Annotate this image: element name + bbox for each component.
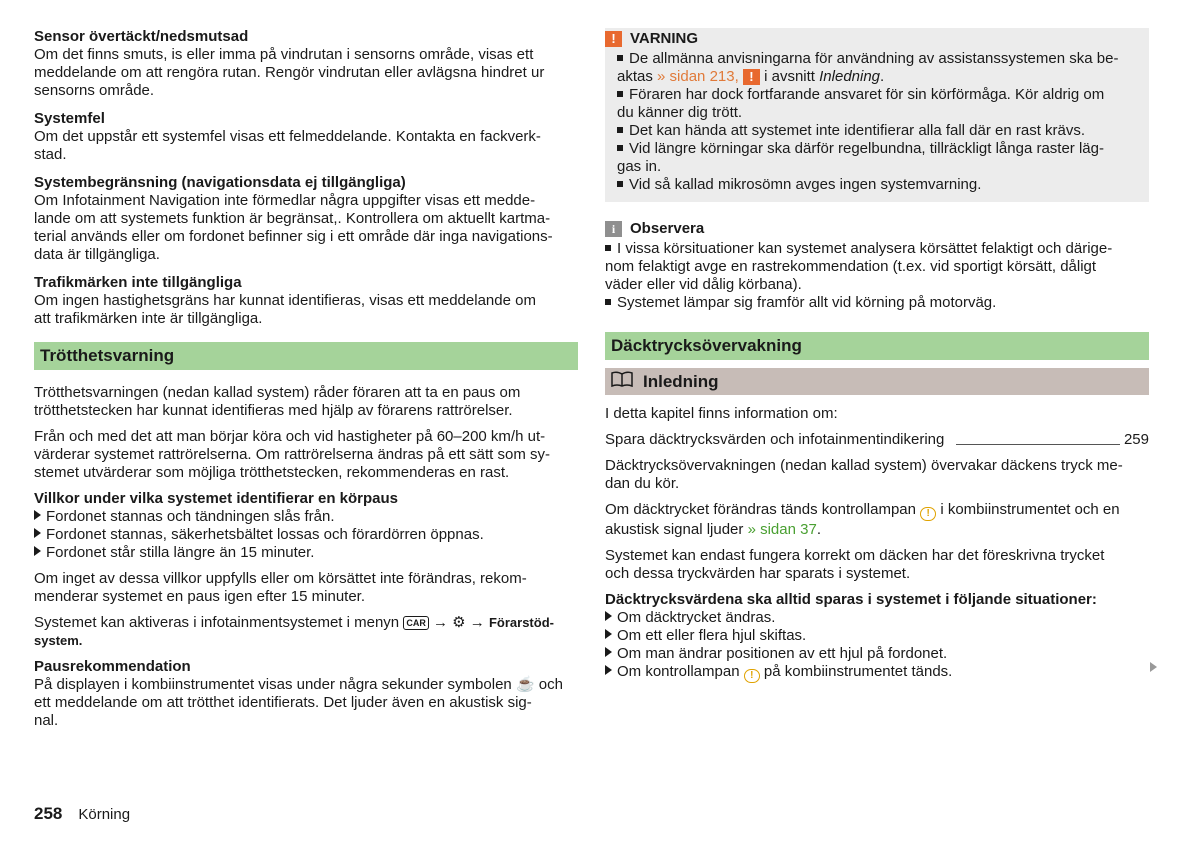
tire-pressure-lamp-icon: !: [744, 669, 760, 683]
inledning-label: Inledning: [643, 371, 719, 391]
text-span: Vid längre körningar ska därför regelbundna, tillräckligt långa raster läg-: [629, 140, 1104, 157]
text-span: Systemet lämpar sig framför allt vid körning på motorväg.: [617, 294, 997, 311]
systemfel-title: Systemfel: [34, 110, 105, 127]
trotthet-heading: Trötthetsvarning: [34, 342, 578, 370]
inledning-heading: [605, 368, 1149, 395]
list-item: [617, 122, 1139, 140]
warning-icon: !: [605, 31, 622, 47]
coffee-cup-icon: ☕: [515, 676, 535, 693]
text-line: och dessa tryckvärden har sparats i systemet.: [605, 565, 911, 582]
list-item-text: Om kontrollampan: [617, 663, 740, 680]
right-column: [605, 28, 1149, 683]
list-item-text: Fordonet stannas och tändningen slås från.: [46, 508, 335, 525]
text-line: väder eller vid dålig körbana).: [605, 276, 802, 293]
sensor-title: Sensor övertäckt/nedsmutsad: [34, 28, 249, 45]
continue-arrow-icon: [1150, 662, 1157, 672]
left-column: [34, 28, 578, 738]
paus-title: Pausrekommendation: [34, 658, 191, 675]
menu-path-label: system.: [34, 633, 83, 648]
text-span: i kombiinstrumentet och en: [940, 501, 1120, 518]
text-span: .: [880, 68, 885, 85]
square-bullet-icon: [617, 145, 623, 151]
arrow-bullet-icon: [605, 665, 612, 675]
spara-section: [605, 591, 1149, 683]
arrow-bullet-icon: [34, 528, 41, 538]
text-span: I vissa körsituationer kan systemet analysera körsättet felaktigt och därige-: [617, 240, 1113, 257]
arrow-bullet-icon: [605, 611, 612, 621]
toc-leader-line: [956, 444, 1120, 445]
square-bullet-icon: [617, 91, 623, 97]
list-item: [617, 86, 1139, 104]
note-header: [605, 220, 1149, 238]
page-reference-link[interactable]: » sidan 37: [747, 521, 817, 538]
trotthet-paragraph: [34, 384, 578, 420]
warning-label: VARNING: [630, 30, 699, 47]
arrow-bullet-icon: [34, 510, 41, 520]
text-span: På displayen i kombiinstrumentet visas under några sekunder symbolen: [34, 676, 512, 693]
text-span: i avsnitt: [764, 68, 815, 85]
text-span: De allmänna anvisningarna för användning av assistanssystemen ska be-: [629, 50, 1119, 67]
text-span: Föraren har dock fortfarande ansvaret för sin körförmåga. Kör aldrig om: [629, 86, 1105, 103]
aktivering-paragraph: [34, 614, 578, 650]
systembegr-line: lande om att systemets funktion är begränsat,. Kontrollera om aktuellt kartma-: [34, 210, 551, 227]
text-line: stemet utvärderar som möjliga trötthetstecken, rekommenderas en rast.: [34, 464, 510, 481]
sensor-line: meddelande om att rengöra rutan. Rengör vindrutan eller avlägsna hindret ur: [34, 64, 545, 81]
list-item: [605, 663, 1149, 683]
warning-box: [605, 28, 1149, 202]
menu-path-label: Förarstöd-: [488, 615, 554, 630]
list-item: [617, 50, 1139, 68]
list-item: [617, 176, 1139, 194]
text-line: Om inget av dessa villkor uppfylls eller om körsättet inte förändras, rekom-: [34, 570, 527, 587]
text-line: du känner dig trött.: [617, 104, 743, 121]
spara-title: Däcktrycksvärdena ska alltid sparas i systemet i följande situationer:: [605, 591, 1097, 608]
text-span: akustisk signal ljuder: [605, 521, 744, 538]
note-label: Observera: [630, 220, 705, 237]
text-line: Från och med det att man börjar köra och vid hastigheter på 60–200 km/h ut-: [34, 428, 546, 445]
trotthet-paragraph: [34, 428, 578, 482]
warning-body: [605, 50, 1139, 194]
text-span: .: [816, 521, 821, 538]
arrow-icon: →: [433, 614, 448, 631]
list-item: [617, 140, 1139, 158]
square-bullet-icon: [617, 55, 623, 61]
list-item: [605, 645, 1149, 663]
trafik-line: att trafikmärken inte är tillgängliga.: [34, 310, 263, 327]
list-item-text: Fordonet står stilla längre än 15 minuter.: [46, 544, 315, 561]
text-span: Inledning: [819, 68, 881, 85]
page-number: 258: [34, 804, 63, 823]
sensor-section: [34, 28, 578, 100]
page-footer: [34, 805, 130, 824]
text-span: och: [538, 676, 563, 693]
text-line: [605, 501, 1149, 521]
text-line: trötthetstecken har kunnat identifieras med hjälp av förarens rattrörelser.: [34, 402, 513, 419]
list-item: [605, 240, 1149, 258]
text-line: [34, 614, 578, 632]
villkor-paragraph: [34, 570, 578, 606]
text-line: menderar systemet en paus igen efter 15 minuter.: [34, 588, 366, 605]
info-icon: i: [605, 221, 622, 237]
dacktryck-heading: Däcktrycksövervakning: [605, 332, 1149, 360]
villkor-title: Villkor under vilka systemet identifierar en körpaus: [34, 490, 399, 507]
settings-icon: ⚙: [452, 614, 466, 631]
text-line: värderar systemet rattrörelserna. Om rattrörelserna ändras på ett sätt som sy-: [34, 446, 551, 463]
arrow-bullet-icon: [605, 647, 612, 657]
text-span: Systemet kan aktiveras i infotainmentsystemet i menyn: [34, 614, 400, 631]
arrow-bullet-icon: [34, 546, 41, 556]
trafik-title: Trafikmärken inte tillgängliga: [34, 274, 242, 291]
text-span: Om däcktrycket förändras tänds kontrollampan: [605, 501, 916, 518]
text-span: aktas: [617, 68, 653, 85]
list-item: [605, 627, 1149, 645]
text-line: [34, 676, 578, 694]
systembegr-line: terial används eller om fordonet befinner sig i ett område där inga navigations-: [34, 228, 553, 245]
note-body: [605, 240, 1149, 312]
list-item-text: Om man ändrar positionen av ett hjul på fordonet.: [617, 645, 948, 662]
systemfel-line: Om det uppstår ett systemfel visas ett felmeddelande. Kontakta en fackverk-: [34, 128, 541, 145]
square-bullet-icon: [617, 127, 623, 133]
text-line: [605, 521, 1149, 539]
systembegr-title: Systembegränsning (navigationsdata ej tillgängliga): [34, 174, 406, 191]
car-menu-icon: CAR: [403, 616, 429, 630]
intro-text: I detta kapitel finns information om:: [605, 405, 838, 422]
square-bullet-icon: [605, 245, 611, 251]
list-item: [605, 294, 1149, 312]
systemfel-line: stad.: [34, 146, 67, 163]
text-line: nal.: [34, 712, 59, 729]
warning-icon: !: [743, 69, 760, 85]
list-item-text: Om ett eller flera hjul skiftas.: [617, 627, 807, 644]
text-span: Det kan hända att systemet inte identifierar alla fall där en rast krävs.: [629, 122, 1086, 139]
list-item: [34, 526, 578, 544]
text-line: [617, 68, 1139, 86]
page-reference-link[interactable]: » sidan 213,: [657, 68, 739, 85]
list-item: [34, 508, 578, 526]
list-item: [605, 609, 1149, 627]
list-item-text: Fordonet stannas, säkerhetsbältet lossas och förardörren öppnas.: [46, 526, 484, 543]
villkor-section: [34, 490, 578, 562]
systembegr-line: Om Infotainment Navigation inte förmedlar några uppgifter visas ett medde-: [34, 192, 536, 209]
tire-pressure-lamp-icon: !: [920, 507, 936, 521]
square-bullet-icon: [617, 181, 623, 187]
systembegr-line: data är tillgängliga.: [34, 246, 160, 263]
sensor-line: Om det finns smuts, is eller imma på vindrutan i sensorns område, visas ett: [34, 46, 534, 63]
text-line: Däcktrycksövervakningen (nedan kallad system) övervakar däckens tryck me-: [605, 457, 1123, 474]
warning-header: [605, 30, 1139, 48]
text-line: nom felaktigt avge en rastrekommendation (t.ex. vid sportigt körsätt, dåligt: [605, 258, 1097, 275]
arrow-icon: →: [469, 614, 485, 631]
text-line: gas in.: [617, 158, 662, 175]
square-bullet-icon: [605, 299, 611, 305]
trafik-section: [34, 274, 578, 328]
list-item-text: på kombiinstrumentet tänds.: [763, 663, 953, 680]
text-line: Trötthetsvarningen (nedan kallad system) råder föraren att ta en paus om: [34, 384, 521, 401]
arrow-bullet-icon: [605, 629, 612, 639]
dack-paragraph: [605, 457, 1149, 493]
text-line: Systemet kan endast fungera korrekt om däcken har det föreskrivna trycket: [605, 547, 1105, 564]
sensor-line: sensorns område.: [34, 82, 155, 99]
book-icon: [611, 371, 633, 392]
systembegr-section: [34, 174, 578, 264]
text-line: dan du kör.: [605, 475, 680, 492]
list-item: [34, 544, 578, 562]
trafik-line: Om ingen hastighetsgräns har kunnat identifieras, visas ett meddelande om: [34, 292, 536, 309]
text-span: Vid så kallad mikrosömn avges ingen systemvarning.: [629, 176, 982, 193]
footer-section-label: Körning: [78, 806, 131, 823]
toc-page-number: 259: [1123, 431, 1149, 448]
systemfel-section: [34, 110, 578, 164]
list-item-text: Om däcktrycket ändras.: [617, 609, 776, 626]
toc-entry-label: Spara däcktrycksvärden och infotainmentindikering: [605, 431, 945, 448]
paus-section: [34, 658, 578, 730]
toc-entry[interactable]: [605, 431, 1149, 449]
dack-paragraph: [605, 547, 1149, 583]
text-line: ett meddelande om att trötthet identifierats. Det ljuder även en akustisk sig-: [34, 694, 532, 711]
dack-paragraph: [605, 501, 1149, 539]
